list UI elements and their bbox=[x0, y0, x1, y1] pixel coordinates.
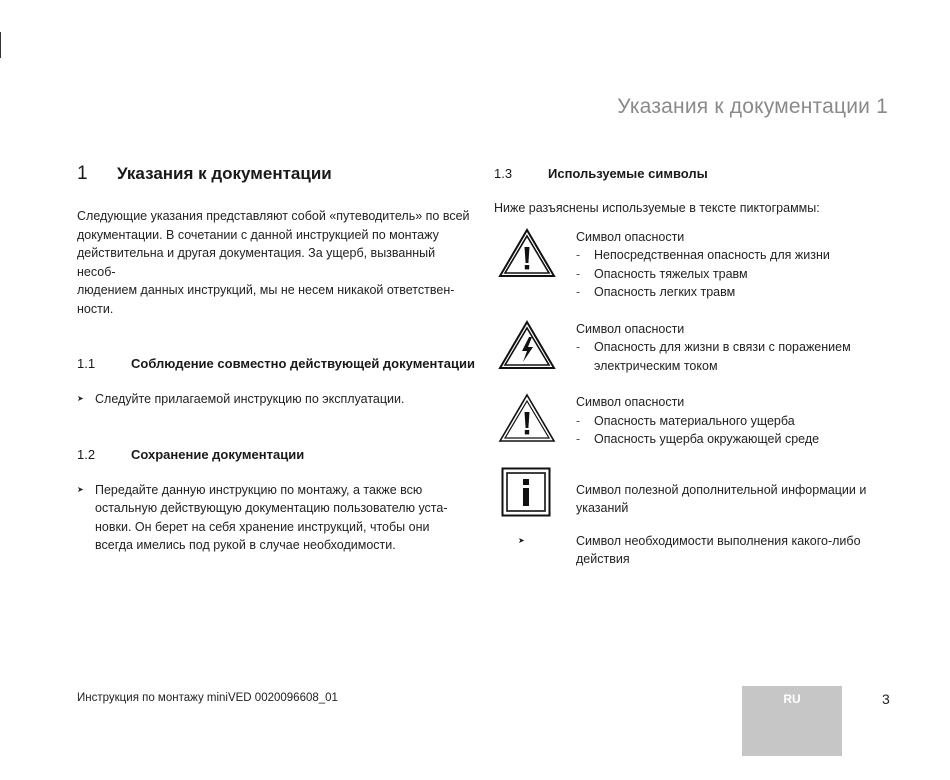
symbol-row bbox=[494, 467, 894, 518]
dash-marker: - bbox=[576, 413, 581, 428]
caution-triangle-icon bbox=[498, 393, 556, 443]
section-1-1-title: Соблюдение совместно действующей документации bbox=[131, 356, 475, 371]
symbol-item: электрическим током bbox=[594, 358, 718, 373]
section-1-2-number: 1.2 bbox=[77, 446, 96, 462]
dash-marker: - bbox=[576, 266, 581, 281]
dash-marker: - bbox=[576, 432, 581, 446]
arrow-bullet-icon: ➤ bbox=[518, 535, 525, 545]
symbol-item: - Опасность тяжелых травм bbox=[576, 265, 830, 284]
section-1-2-heading bbox=[77, 447, 477, 462]
info-icon bbox=[501, 467, 551, 517]
symbol-item: - Опасность легких травм bbox=[576, 283, 830, 302]
symbol-description bbox=[576, 532, 861, 569]
right-column bbox=[494, 160, 894, 569]
symbol-item: - Опасность ущерба окружающей среде bbox=[576, 430, 819, 449]
arrow-bullet-icon: ➤ bbox=[77, 484, 84, 494]
bullet-line: новки. Он берет на себя хранение инструкций, чтобы они bbox=[95, 519, 430, 534]
symbol-title: Символ необходимости выполнения какого-либо bbox=[576, 533, 861, 548]
bullet-line: Передайте данную инструкцию по монтажу, а также всю bbox=[95, 482, 423, 497]
section-1-title: Указания к документации bbox=[117, 164, 332, 183]
section-1-1-bullet bbox=[77, 390, 477, 409]
symbol-title: Символ опасности bbox=[576, 321, 685, 336]
symbol-title: Символ опасности bbox=[576, 395, 685, 409]
section-1-2-title: Сохранение документации bbox=[131, 446, 305, 462]
running-head: Указания к документации 1 bbox=[617, 95, 888, 118]
page-number: 3 bbox=[882, 691, 890, 707]
symbol-row bbox=[494, 393, 894, 449]
language-label: RU bbox=[783, 692, 801, 706]
bullet-line: всегда имелись под рукой в случае необходимости. bbox=[95, 538, 396, 552]
section-1-3-title: Используемые символы bbox=[548, 166, 708, 181]
symbol-title: Символ опасности bbox=[576, 229, 685, 244]
section-1-heading bbox=[77, 163, 477, 185]
symbol-title: Символ полезной дополнительной информации и bbox=[576, 482, 867, 497]
symbol-description bbox=[576, 393, 819, 449]
footer-doc-title: Инструкция по монтажу miniVED 0020096608_01 bbox=[77, 692, 338, 704]
symbol-description bbox=[576, 481, 866, 518]
dash-marker: - bbox=[576, 340, 581, 354]
symbol-description bbox=[576, 228, 830, 302]
section-1-2-bullet bbox=[77, 481, 477, 555]
intro-line: действительна и другая документация. За ущерб, вызванный несоб- bbox=[77, 246, 436, 279]
section-1-3-intro: Ниже разъяснены используемые в тексте пиктограммы: bbox=[494, 201, 820, 215]
intro-line: людением данных инструкций, мы не несем никакой ответствен- bbox=[77, 283, 455, 297]
bullet-text: Следуйте прилагаемой инструкцию по эксплуатации. bbox=[95, 392, 405, 406]
arrow-bullet-icon: ➤ bbox=[77, 394, 84, 403]
symbol-item: - Опасность материального ущерба bbox=[576, 412, 819, 431]
bullet-text bbox=[95, 481, 448, 555]
symbol-title: действия bbox=[576, 552, 630, 566]
warning-triangle-exclamation-icon bbox=[498, 228, 556, 278]
intro-line: документации. В сочетании с данной инструкцией по монтажу bbox=[77, 227, 439, 242]
section-1-3-heading bbox=[494, 166, 894, 181]
symbol-title: указаний bbox=[576, 501, 629, 515]
intro-line: ности. bbox=[77, 301, 114, 316]
symbol-row bbox=[494, 228, 894, 302]
language-tab bbox=[742, 686, 842, 756]
left-column bbox=[77, 160, 477, 555]
symbol-row bbox=[494, 320, 894, 376]
section-1-number: 1 bbox=[77, 163, 88, 184]
section-1-3-number: 1.3 bbox=[494, 166, 513, 181]
intro-line: Следующие указания представляют собой «путеводитель» по всей bbox=[77, 209, 470, 223]
symbol-row bbox=[494, 532, 894, 569]
section-1-1-number: 1.1 bbox=[77, 356, 96, 371]
electric-hazard-icon bbox=[498, 320, 556, 370]
symbol-item: - Опасность для жизни в связи с поражением bbox=[576, 338, 851, 357]
dash-marker: - bbox=[576, 248, 581, 262]
bullet-line: остальную действующую документацию пользователю уста- bbox=[95, 501, 448, 515]
symbol-description bbox=[576, 320, 851, 376]
crop-mark bbox=[0, 32, 1, 58]
section-1-intro bbox=[77, 207, 477, 318]
dash-marker: - bbox=[576, 285, 581, 299]
section-1-1-heading bbox=[77, 356, 477, 371]
symbol-item: - Непосредственная опасность для жизни bbox=[576, 246, 830, 265]
